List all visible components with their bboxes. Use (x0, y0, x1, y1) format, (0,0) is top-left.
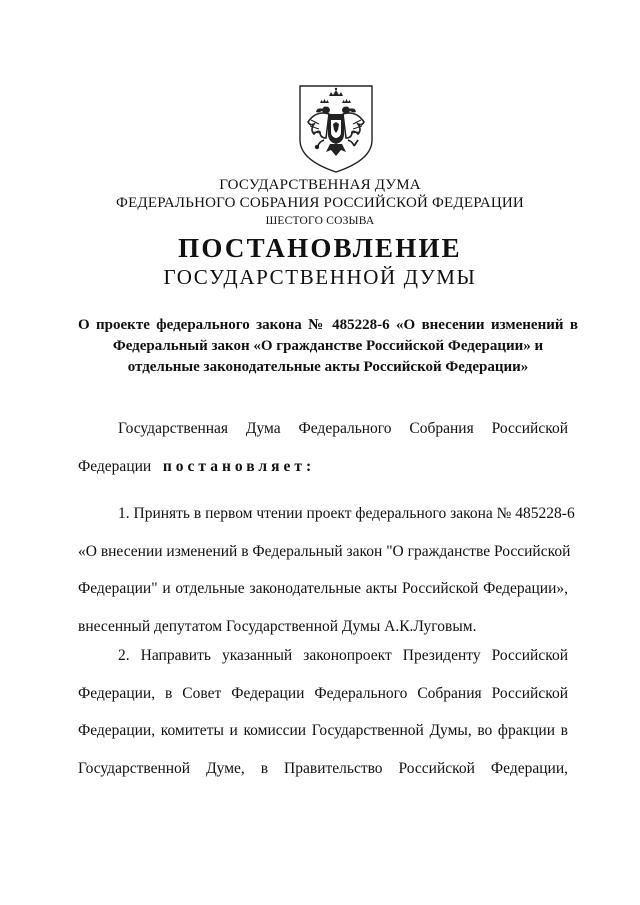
preamble-paragraph (78, 410, 568, 485)
item-2-line-2: Федерации, в Совет Федерации Федерального Собрания Российской (78, 684, 568, 702)
subject-line-2: Федеральный закон «О гражданстве Российской Федерации» и (112, 338, 544, 354)
preamble-line-2 (78, 448, 568, 486)
item-2-line-4: Государственной Думе, в Правительство Российской Федерации, (78, 759, 568, 777)
preamble-line-1: Государственная Дума Федерального Собрания Российской (118, 420, 568, 437)
issuer-header (0, 176, 640, 230)
item-1-line-1: 1. Принять в первом чтении проект федерального закона № 485228-6 (118, 505, 575, 522)
russian-coat-of-arms-icon (296, 82, 376, 174)
header-line-assembly: ФЕДЕРАЛЬНОГО СОБРАНИЯ РОССИЙСКОЙ ФЕДЕРАЦИИ (116, 195, 524, 211)
item-2-line-1: 2. Направить указанный законопроект Президенту Российской (118, 647, 568, 664)
item-2-paragraph (78, 637, 568, 787)
item-1-paragraph (78, 495, 575, 645)
item-1-line-4: внесенный депутатом Государственной Думы А.К.Луговым. (78, 617, 477, 635)
item-2-line-3: Федерации, комитеты и комиссии Государственной Думы, во фракции в (78, 722, 568, 739)
resolves-word: постановляет: (162, 457, 316, 475)
subject-line-1: О проекте федерального закона № 485228-6 «О внесении изменений в (78, 317, 578, 333)
subject-line-3: отдельные законодательные акты Российской Федерации» (127, 359, 529, 375)
document-issuer-title: ГОСУДАРСТВЕННОЙ ДУМЫ (163, 265, 477, 289)
item-1-line-2: «О внесении изменений в Федеральный закон "О гражданстве Российской (78, 542, 571, 560)
document-type-title: ПОСТАНОВЛЕНИЕ (178, 233, 462, 263)
header-line-duma: ГОСУДАРСТВЕННАЯ ДУМА (219, 177, 421, 193)
item-1-line-3: Федерации" и отдельные законодательные акты Российской Федерации», (78, 580, 568, 597)
header-line-convocation: ШЕСТОГО СОЗЫВА (265, 215, 375, 227)
preamble-line-2-text: Федерации (78, 457, 152, 475)
document-subject (78, 315, 578, 378)
